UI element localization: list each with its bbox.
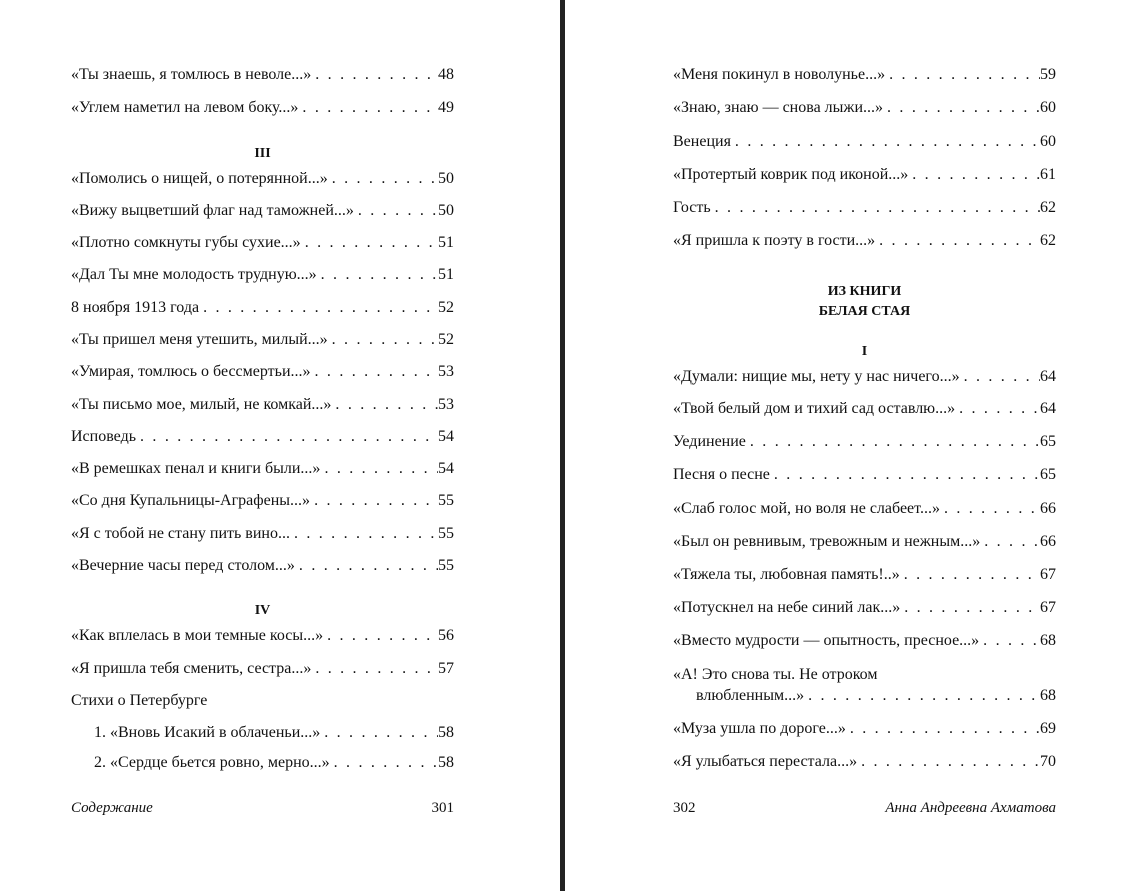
toc-entry-page: 69 <box>1040 720 1056 737</box>
leader-dots <box>875 231 1040 251</box>
toc-entry-page: 53 <box>438 363 454 380</box>
toc-entry <box>673 686 1056 706</box>
leader-dots <box>770 465 1040 485</box>
leader-dots <box>746 432 1040 452</box>
running-footer-title: Содержание <box>71 800 153 816</box>
leader-dots <box>298 98 438 118</box>
toc-entry-page: 52 <box>438 331 454 348</box>
leader-dots <box>301 233 438 253</box>
toc-entry-title: «Слаб голос мой, но воля не слабеет...» <box>673 500 940 517</box>
leader-dots <box>940 499 1040 519</box>
toc-entry-page: 51 <box>438 266 454 283</box>
toc-entry-page: 50 <box>438 202 454 219</box>
toc-entry <box>71 491 454 511</box>
toc-entry <box>71 427 454 447</box>
left-page <box>0 0 560 891</box>
leader-dots <box>908 165 1040 185</box>
toc-entry <box>71 265 454 285</box>
toc-entry <box>71 723 454 743</box>
toc-entry <box>71 330 454 350</box>
toc-entry-title: «Ты письмо мое, милый, не комкай...» <box>71 396 332 413</box>
leader-dots <box>295 556 438 576</box>
toc-entry-title: «Твой белый дом и тихий сад оставлю...» <box>673 400 956 417</box>
toc-entry-title: «Вечерние часы перед столом...» <box>71 557 295 574</box>
toc-entry-title: «Знаю, знаю — снова лыжи...» <box>673 99 884 116</box>
toc-group-title: Стихи о Петербурге <box>71 692 208 709</box>
toc-entry-title: «Думали: нищие мы, нету у нас ничего...» <box>673 368 960 385</box>
toc-entry-page: 48 <box>438 66 454 83</box>
toc-entry-page: 64 <box>1040 400 1056 417</box>
toc-entry-title: «Плотно сомкнуты губы сухие...» <box>71 234 301 251</box>
toc-entry-title: «Я улыбаться перестала...» <box>673 753 858 770</box>
leader-dots <box>311 65 438 85</box>
toc-entry <box>71 201 454 221</box>
leader-dots <box>846 719 1040 739</box>
leader-dots <box>885 65 1040 85</box>
toc-entry-page: 65 <box>1040 466 1056 483</box>
leader-dots <box>317 265 438 285</box>
toc-entry-title: 8 ноября 1913 года <box>71 299 200 316</box>
toc-entry-title: «Я с тобой не стану пить вино... <box>71 525 290 542</box>
toc-entry-title: 1. «Вновь Исакий в облаченьи...» <box>94 724 321 741</box>
leader-dots <box>955 399 1040 419</box>
toc-entry <box>71 395 454 415</box>
toc-entry <box>673 198 1056 218</box>
toc-entry <box>673 165 1056 185</box>
leader-dots <box>320 723 438 743</box>
toc-entry-title: «Меня покинул в новолунье...» <box>673 66 886 83</box>
toc-entry-title: «Был он ревнивым, тревожным и нежным...» <box>673 533 981 550</box>
toc-entry-title: «Протертый коврик под иконой...» <box>673 166 909 183</box>
leader-dots <box>980 532 1040 552</box>
toc-entry-page: 67 <box>1040 566 1056 583</box>
toc-entry-page: 50 <box>438 170 454 187</box>
toc-entry-title: влюбленным...» <box>696 687 805 704</box>
toc-entry-page: 62 <box>1040 232 1056 249</box>
toc-entry-page: 64 <box>1040 368 1056 385</box>
toc-entry <box>673 98 1056 118</box>
toc-entry-title: Гость <box>673 199 711 216</box>
toc-entry-page: 61 <box>1040 166 1056 183</box>
toc-entry-page: 51 <box>438 234 454 251</box>
toc-entry-page: 55 <box>438 525 454 542</box>
toc-entry-page: 68 <box>1040 632 1056 649</box>
page-number: 302 <box>673 800 696 816</box>
toc-entry-page: 70 <box>1040 753 1056 770</box>
toc-entry-title: 2. «Сердце бьется ровно, мерно...» <box>94 754 330 771</box>
toc-entry-page: 66 <box>1040 500 1056 517</box>
toc-entry-page: 60 <box>1040 133 1056 150</box>
toc-entry <box>673 532 1056 552</box>
leader-dots <box>804 686 1040 706</box>
toc-entry <box>71 524 454 544</box>
section-heading: ИЗ КНИГИ <box>827 284 902 299</box>
toc-entry-page: 57 <box>438 660 454 677</box>
toc-entry-title: «Я пришла к поэту в гости...» <box>673 232 876 249</box>
leader-dots <box>330 753 438 773</box>
toc-entry <box>71 659 454 679</box>
toc-entry <box>71 233 454 253</box>
toc-entry <box>673 598 1056 618</box>
leader-dots <box>328 169 438 189</box>
leader-dots <box>331 395 438 415</box>
toc-entry-page: 49 <box>438 99 454 116</box>
section-heading: БЕЛАЯ СТАЯ <box>818 304 911 319</box>
toc-entry-page: 55 <box>438 492 454 509</box>
section-heading: IV <box>254 603 271 618</box>
toc-entry-page: 62 <box>1040 199 1056 216</box>
toc-entry <box>673 231 1056 251</box>
leader-dots <box>290 524 438 544</box>
toc-entry-title: Песня о песне <box>673 466 770 483</box>
leader-dots <box>979 631 1040 651</box>
toc-entry <box>673 465 1056 485</box>
running-footer-author: Анна Андреевна Ахматова <box>885 800 1056 816</box>
toc-entry <box>71 98 454 118</box>
toc-entry-page: 58 <box>438 754 454 771</box>
toc-entry-title: «Я пришла тебя сменить, сестра...» <box>71 660 312 677</box>
toc-entry-page: 65 <box>1040 433 1056 450</box>
leader-dots <box>900 565 1040 585</box>
toc-entry-page: 54 <box>438 460 454 477</box>
leader-dots <box>320 459 438 479</box>
leader-dots <box>311 362 438 382</box>
toc-entry <box>673 631 1056 651</box>
toc-entry-title: «А! Это снова ты. Не отроком <box>673 666 878 683</box>
toc-entry <box>71 362 454 382</box>
toc-entry-title: «Умирая, томлюсь о бессмертьи...» <box>71 363 311 380</box>
toc-entry <box>71 65 454 85</box>
leader-dots <box>900 598 1040 618</box>
toc-entry-title: «Вижу выцветший флаг над таможней...» <box>71 202 354 219</box>
leader-dots <box>323 626 438 646</box>
toc-entry-page: 56 <box>438 627 454 644</box>
toc-entry-title: «Вместо мудрости — опытность, пресное...» <box>673 632 980 649</box>
toc-entry <box>71 556 454 576</box>
leader-dots <box>328 330 438 350</box>
leader-dots <box>883 98 1040 118</box>
toc-entry-title: «Как вплелась в мои темные косы...» <box>71 627 324 644</box>
toc-entry-title: «Муза ушла по дороге...» <box>673 720 846 737</box>
toc-entry <box>673 719 1056 739</box>
toc-entry-page: 59 <box>1040 66 1056 83</box>
section-heading: I <box>861 344 868 359</box>
leader-dots <box>857 752 1040 772</box>
right-page <box>566 0 1128 891</box>
toc-entry-title: «Углем наметил на левом боку...» <box>71 99 299 116</box>
toc-entry-title: Венеция <box>673 133 731 150</box>
toc-entry-page: 68 <box>1040 687 1056 704</box>
leader-dots <box>960 367 1040 387</box>
leader-dots <box>310 491 438 511</box>
toc-entry <box>673 132 1056 152</box>
toc-entry-title: «Дал Ты мне молодость трудную...» <box>71 266 317 283</box>
toc-entry-title: «Потускнел на небе синий лак...» <box>673 599 901 616</box>
toc-entry-page: 55 <box>438 557 454 574</box>
toc-entry-page: 60 <box>1040 99 1056 116</box>
toc-entry <box>71 459 454 479</box>
toc-entry <box>673 367 1056 387</box>
toc-entry <box>673 752 1056 772</box>
toc-entry <box>71 298 454 318</box>
toc-entry-page: 66 <box>1040 533 1056 550</box>
toc-entry-title: «В ремешках пенал и книги были...» <box>71 460 321 477</box>
toc-entry-title: Исповедь <box>71 428 137 445</box>
leader-dots <box>199 298 438 318</box>
toc-entry <box>673 65 1056 85</box>
section-heading: III <box>254 146 271 161</box>
leader-dots <box>136 427 438 447</box>
toc-entry-title: «Ты пришел меня утешить, милый...» <box>71 331 328 348</box>
toc-entry-title: «Со дня Купальницы-Аграфены...» <box>71 492 311 509</box>
leader-dots <box>731 132 1040 152</box>
toc-entry-page: 58 <box>438 724 454 741</box>
toc-entry-title: «Помолись о нищей, о потерянной...» <box>71 170 328 187</box>
toc-entry-title: «Ты знаешь, я томлюсь в неволе...» <box>71 66 312 83</box>
toc-entry <box>673 499 1056 519</box>
toc-entry <box>673 565 1056 585</box>
toc-entry <box>71 626 454 646</box>
toc-entry-page: 54 <box>438 428 454 445</box>
page-number: 301 <box>431 800 454 816</box>
toc-entry-page: 53 <box>438 396 454 413</box>
leader-dots <box>354 201 438 221</box>
toc-entry-title: «Тяжела ты, любовная память!..» <box>673 566 900 583</box>
leader-dots <box>711 198 1040 218</box>
toc-entry-page: 52 <box>438 299 454 316</box>
leader-dots <box>311 659 438 679</box>
toc-entry <box>71 753 454 773</box>
toc-entry-title: Уединение <box>673 433 746 450</box>
toc-entry <box>673 432 1056 452</box>
toc-entry <box>71 169 454 189</box>
toc-entry-page: 67 <box>1040 599 1056 616</box>
book-spine <box>560 0 565 891</box>
toc-entry <box>673 399 1056 419</box>
